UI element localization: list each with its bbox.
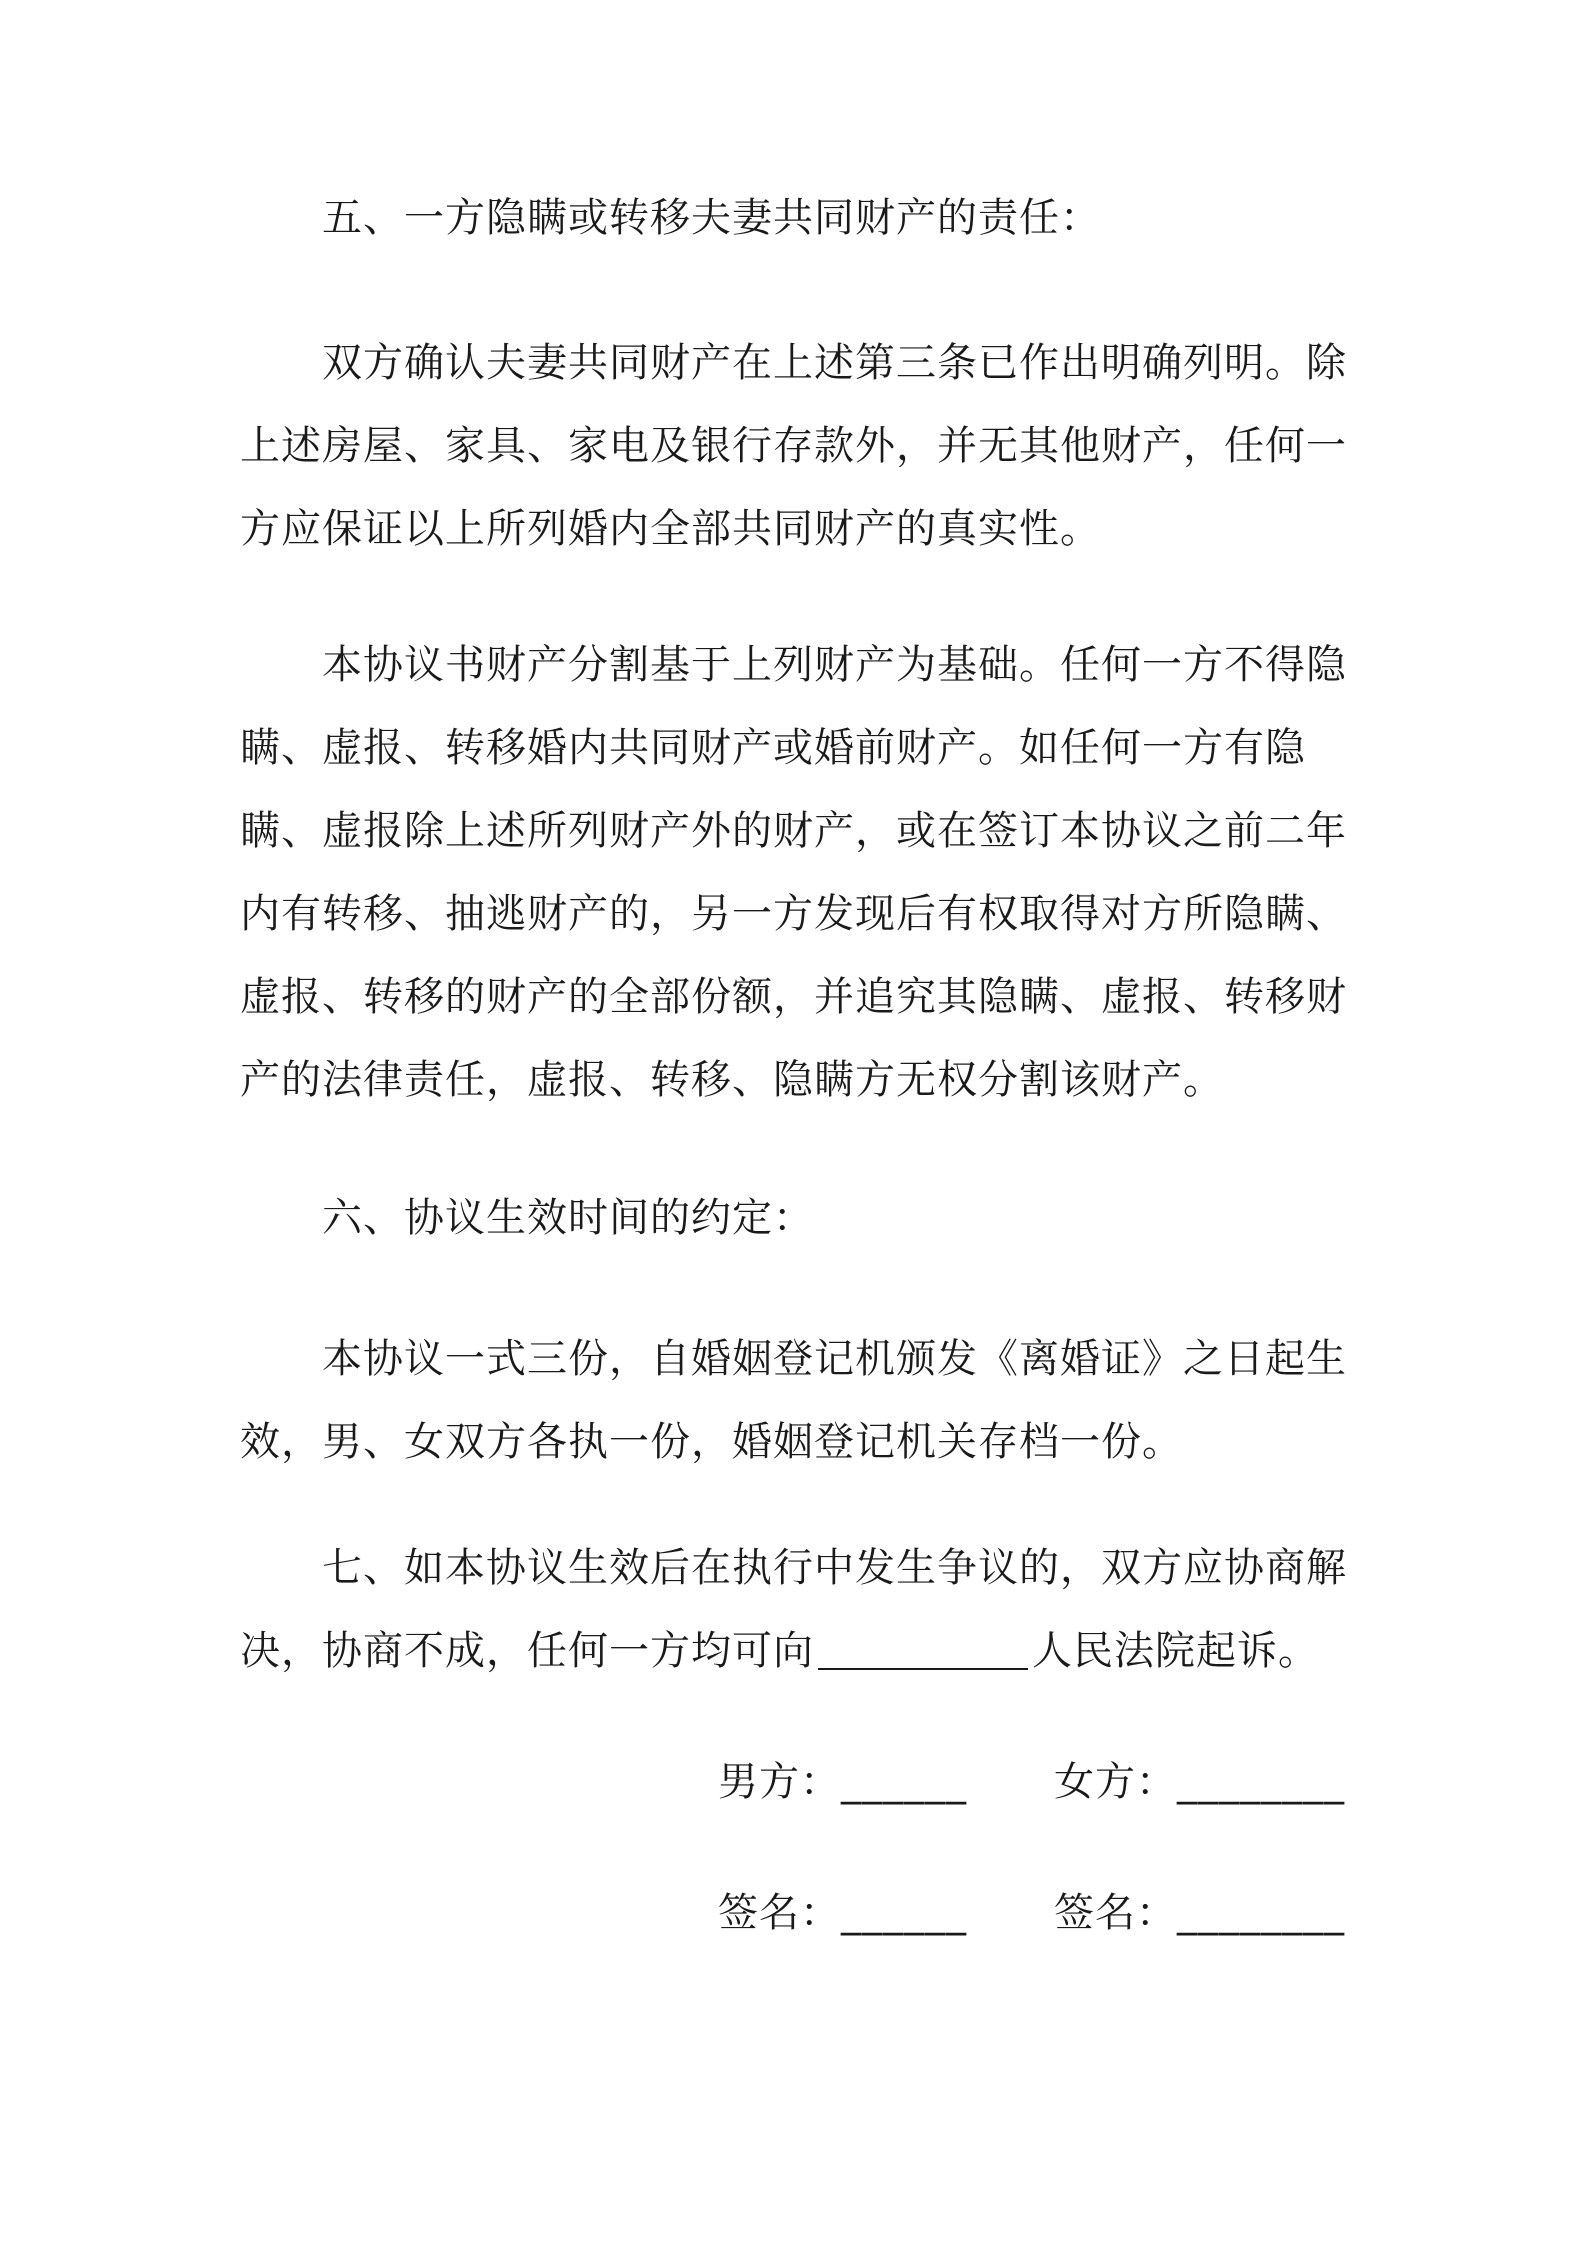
section-7-text-after: 人民法院起诉。 bbox=[1032, 1628, 1319, 1674]
male-party-label: 男方：______ bbox=[718, 1759, 967, 1805]
section-5-paragraph-1: 双方确认夫妻共同财产在上述第三条已作出明确列明。除上述房屋、家具、家电及银行存款外，并无其他财产，任何一方应保证以上所列婚内全部共同财产的真实性。 bbox=[240, 340, 1347, 552]
section-5 bbox=[240, 177, 1350, 260]
section-6-heading: 六、协议生效时间的约定： bbox=[322, 1195, 814, 1241]
section-5-paragraph-2: 本协议书财产分割基于上列财产为基础。任何一方不得隐瞒、虚报、转移婚内共同财产或婚前财产。如任何一方有隐瞒、虚报除上述所列财产外的财产，或在签订本协议之前二年内有转移、抽逃财产的，另一方发现后有权取得对方所隐瞒、虚报、转移的财产的全部份额，并追究其隐瞒、虚报、转移财产的法律责任，虚报、转移、隐瞒方无权分割该财产。 bbox=[240, 642, 1347, 1103]
male-signature-label: 签名：______ bbox=[718, 1890, 967, 1936]
female-signature-label: 签名：________ bbox=[1054, 1890, 1345, 1936]
section-6 bbox=[240, 1177, 1350, 1260]
section-7-text-before: 七、如本协议生效后在执行中发生争议的，双方应协商解决，协商不成，任何一方均可向 bbox=[240, 1545, 1347, 1674]
court-name-blank[interactable] bbox=[818, 1628, 1028, 1670]
section-6-paragraph-block bbox=[240, 1318, 1350, 1484]
female-party-label: 女方：________ bbox=[1054, 1759, 1345, 1805]
section-7 bbox=[240, 1527, 1350, 1693]
section-5-heading: 五、一方隐瞒或转移夫妻共同财产的责任： bbox=[322, 195, 1101, 241]
section-5-paragraph-1-block bbox=[240, 322, 1350, 571]
section-7-paragraph bbox=[240, 1527, 1350, 1693]
section-6-paragraph: 本协议一式三份，自婚姻登记机颁发《离婚证》之日起生效，男、女双方各执一份，婚姻登记机关存档一份。 bbox=[240, 1336, 1347, 1465]
section-5-paragraph-2-block bbox=[240, 624, 1350, 1122]
